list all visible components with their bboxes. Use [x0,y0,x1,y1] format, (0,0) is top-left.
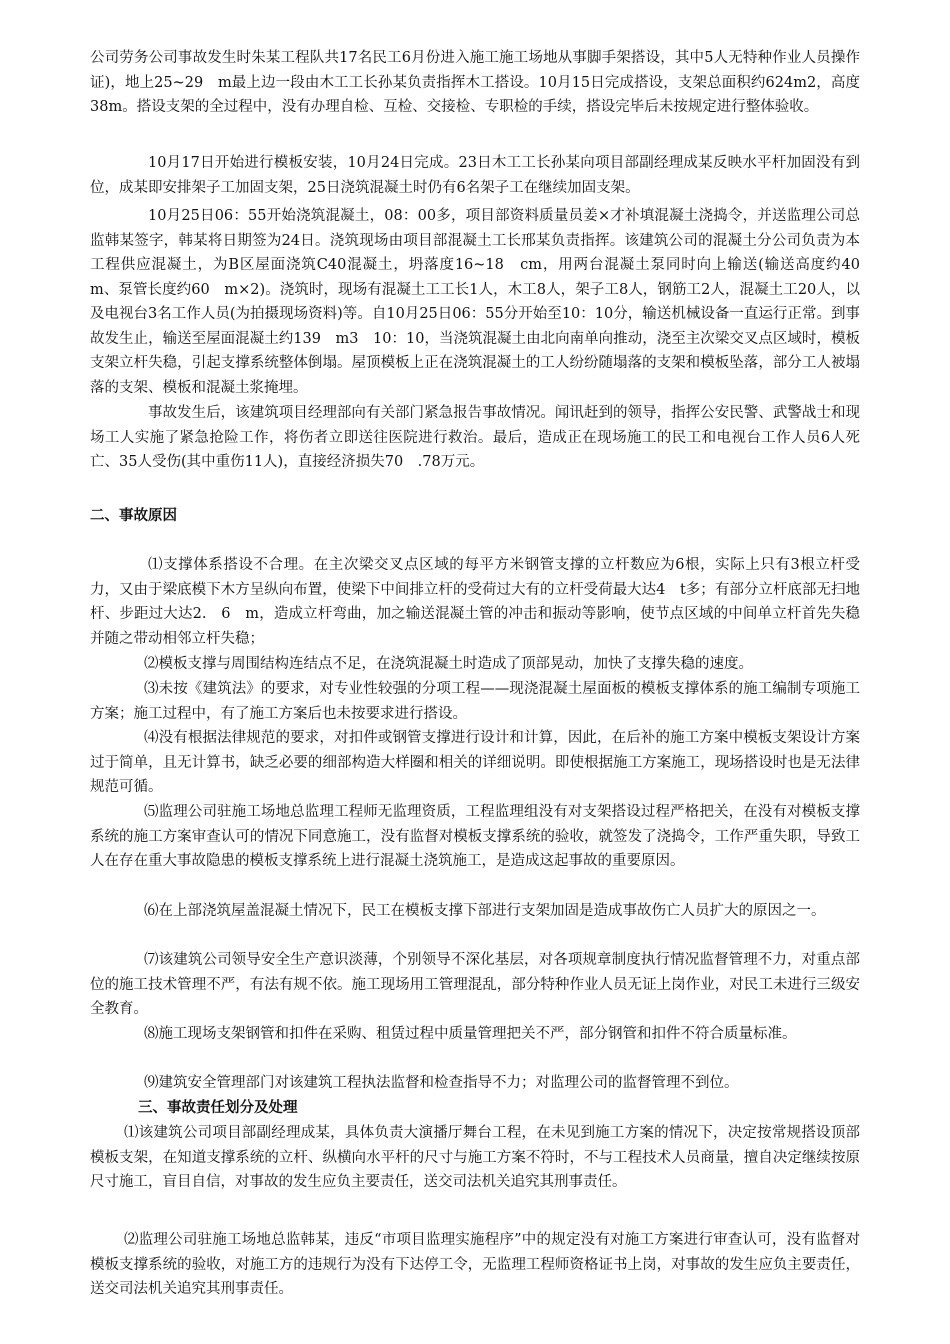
cause-item-4: ⑷没有根据法律规范的要求，对扣件或钢管支撑进行设计和计算，因此，在后补的施工方案中模板支架设计方案过于简单，且无计算书，缺乏必要的细部构造大样圈和相关的详细说明。即使根据施工方案施工，现场搭设时也是无法律规范可循。 [90,730,860,795]
intro-paragraph-3: 10月25日06：55开始浇筑混凝土，08：00多，项目部资料质量员姜×才补填混凝土浇捣令，并送监理公司总监韩某签字，韩某将日期签为24日。浇筑现场由项目部混凝土工长邢某负责指挥。该建筑公司的混凝土分公司负责为本工程供应混凝土，为B区屋面浇筑C40混凝土，坍落度16~18 cm，用两台混凝土泵同时向上输送(输送高度约40 m、泵管长度约60 m×2)。浇筑时，现场有混凝土工工长1人，木工8人，架子工8人，钢筋工2人，混凝土工20人，以及电视台3名工作人员(为拍摄现场资料)等。自10月25日06：55分开始至10：10分，输送机械设备一直运行正常。到事故发生止，输送至屋面混凝土约139 m3 10：10，当浇筑混凝土由北向南单向推动，浇至主次梁交叉点区域时，模板支架立杆失稳，引起支撑系统整体倒塌。屋顶模板上正在浇筑混凝土的工人纷纷随塌落的支架和模板坠落，部分工人被塌落的支架、模板和混凝土浆掩埋。 [90,208,875,396]
cause-item-9: ⑼建筑安全管理部门对该建筑工程执法监督和检查指导不力；对监理公司的监督管理不到位。 [144,1075,739,1091]
cause-item-3: ⑶未按《建筑法》的要求，对专业性较强的分项工程——现浇混凝土屋面板的模板支撑体系的施工编制专项施工方案；施工过程中，有了施工方案后也未按要求进行搭设。 [90,681,860,722]
cause-item-2: ⑵模板支撑与周围结构连结点不足，在浇筑混凝土时造成了顶部晃动，加快了支撑失稳的速度。 [144,656,753,672]
intro-paragraph-2: 10月17日开始进行模板安装，10月24日完成。23日木工工长孙某向项目部副经理成某反映水平杆加固没有到位，成某即安排架子工加固支架，25日浇筑混凝土时仍有6名架子工在继续加固支架。 [90,155,860,196]
cause-item-6: ⑹在上部浇筑屋盖混凝土情况下，民工在模板支撑下部进行支架加固是造成事故伤亡人员扩大的原因之一。 [144,903,826,919]
cause-item-1: ⑴支撑体系搭设不合理。在主次梁交叉点区域的每平方米钢管支撑的立杆数应为6根，实际上只有3根立杆受力，又由于梁底模下木方呈纵向布置，使梁下中间排立杆的受荷过大有的立杆受荷最大达4 t多；有部分立杆底部无扫地杆、步距过大达2. 6 m，造成立杆弯曲，加之输送混凝土管的冲击和振动等影响，使节点区域的中间单立杆首先失稳并随之带动相邻立杆失稳； [90,557,860,647]
cause-item-8: ⑻施工现场支架钢管和扣件在采购、租赁过程中质量管理把关不严，部分钢管和扣件不符合质量标准。 [144,1026,797,1042]
responsibility-item-2: ⑵监理公司驻施工场地总监韩某，违反“市项目监理实施程序”中的规定没有对施工方案进行审查认可，没有监督对模板支撑系统的验收，对施工方的违规行为没有下达停工令，无监理工程师资格证书上岗，对事故的发生应负主要责任，送交司法机关追究其刑事责任。 [90,1232,860,1297]
section-heading-causes: 二、事故原因 [90,508,177,524]
cause-item-7: ⑺该建筑公司领导安全生产意识淡薄，个别领导不深化基层，对各项规章制度执行情况监督管理不力，对重点部位的施工技术管理不严，有法有规不依。施工现场用工管理混乱，部分特种作业人员无证上岗作业，对民工未进行三级安全教育。 [90,952,860,1017]
cause-item-5: ⑸监理公司驻施工场地总监理工程师无监理资质，工程监理组没有对支架搭设过程严格把关，在没有对模板支撑系统的施工方案审查认可的情况下同意施工，没有监督对模板支撑系统的验收，就签发了浇捣令，工作严重失职，导致工人在存在重大事故隐患的模板支撑系统上进行混凝土浇筑施工，是造成这起事故的重要原因。 [90,804,860,869]
intro-paragraph-4: 事故发生后，该建筑项目经理部向有关部门紧急报告事故情况。闻讯赶到的领导，指挥公安民警、武警战士和现场工人实施了紧急抢险工作，将伤者立即送往医院进行救治。最后，造成正在现场施工的民工和电视台工作人员6人死亡、35人受伤(其中重伤11人)，直接经济损失70 .78万元。 [90,405,860,470]
responsibility-item-1: ⑴该建筑公司项目部副经理成某，具体负责大演播厅舞台工程，在未见到施工方案的情况下，决定按常规搭设顶部模板支架，在知道支撑系统的立杆、纵横向水平杆的尺寸与施工方案不符时，不与工程技术人员商量，擅自决定继续按原尺寸施工，盲目自信，对事故的发生应负主要责任，送交司法机关追究其刑事责任。 [90,1125,860,1190]
intro-paragraph-1: 公司劳务公司事故发生时朱某工程队共17名民工6月份进入施工施工场地从事脚手架搭设，其中5人无特种作业人员操作证)，地上25~29 m最上边一段由木工工长孙某负责指挥木工搭设。10月15日完成搭设，支架总面积约624m2，高度38m。搭设支架的全过程中，没有办理自检、互检、交接检、专职检的手续，搭设完毕后未按规定进行整体验收。 [90,50,860,115]
section-heading-responsibility: 三、事故责任划分及处理 [138,1100,298,1116]
